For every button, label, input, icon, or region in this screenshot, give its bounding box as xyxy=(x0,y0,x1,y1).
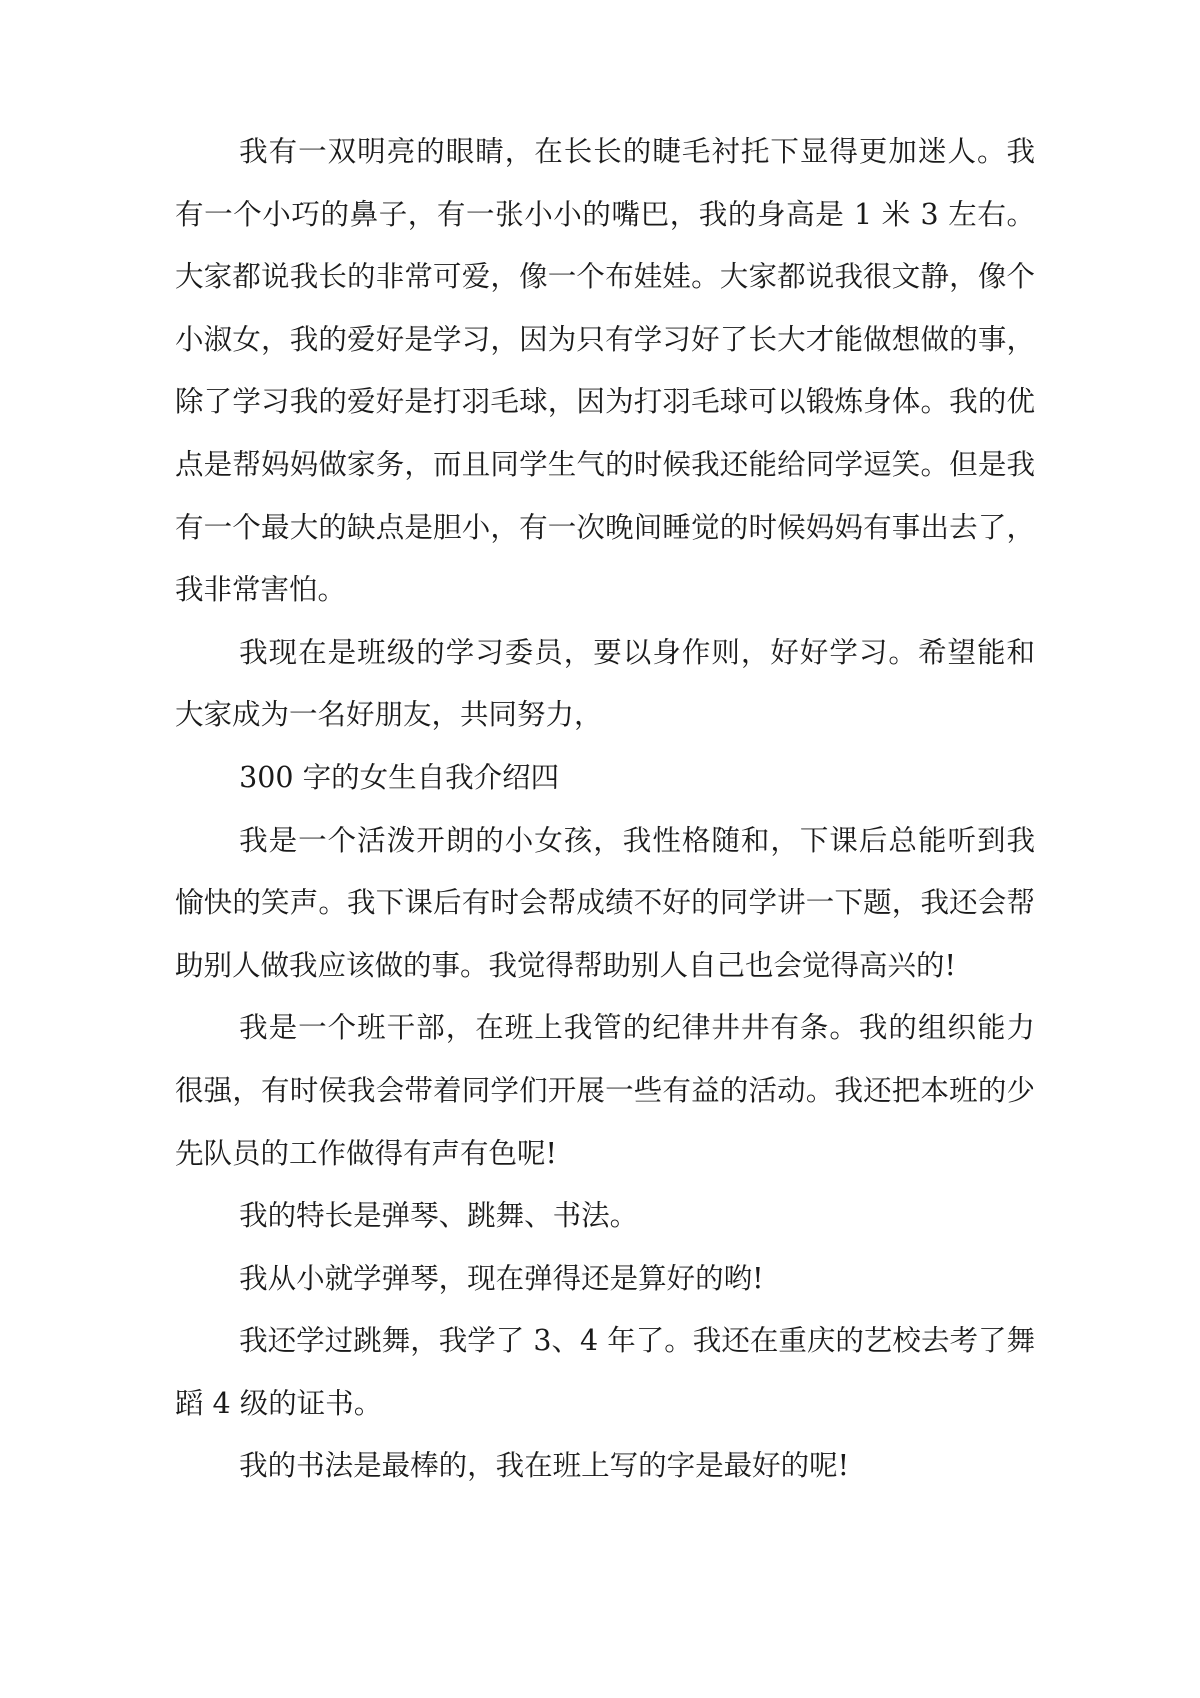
paragraph-calligraphy: 我的书法是最棒的，我在班上写的字是最好的呢! xyxy=(239,1449,850,1483)
paragraph-study-committee: 我现在是班级的学习委员，要以身作则，好好学习。希望能和大家成为一名好朋友，共同努力， xyxy=(175,635,1035,732)
paragraph-piano: 我从小就学弹琴，现在弹得还是算好的哟! xyxy=(239,1261,764,1295)
paragraph-personality: 我是一个活泼开朗的小女孩，我性格随和，下课后总能听到我愉快的笑声。我下课后有时会帮成绩不好的同学讲一下题，我还会帮助别人做我应该做的事。我觉得帮助别人自己也会觉得高兴的! xyxy=(175,823,1035,982)
section-heading: 300 字的女生自我介绍四 xyxy=(239,760,560,794)
document-body xyxy=(175,121,1035,1498)
paragraph-class-cadre: 我是一个班干部，在班上我管的纪律井井有条。我的组织能力很强，有时侯我会带着同学们开展一些有益的活动。我还把本班的少先队员的工作做得有声有色呢! xyxy=(175,1011,1035,1170)
paragraph-appearance: 我有一双明亮的眼睛，在长长的睫毛衬托下显得更加迷人。我有一个小巧的鼻子，有一张小小的嘴巴，我的身高是 1 米 3 左右。大家都说我长的非常可爱，像一个布娃娃。大家都说我很文静，像个小淑女，我的爱好是学习，因为只有学习好了长大才能做想做的事，除了学习我的爱好是打羽毛球，因为打羽毛球可以锻炼身体。我的优点是帮妈妈做家务，而且同学生气的时候我还能给同学逗笑。但是我有一个最大的缺点是胆小，有一次晚间睡觉的时候妈妈有事出去了，我非常害怕。 xyxy=(175,135,1035,607)
paragraph-dance: 我还学过跳舞，我学了 3、4 年了。我还在重庆的艺校去考了舞蹈 4 级的证书。 xyxy=(175,1324,1035,1420)
paragraph-specialties: 我的特长是弹琴、跳舞、书法。 xyxy=(239,1199,639,1233)
